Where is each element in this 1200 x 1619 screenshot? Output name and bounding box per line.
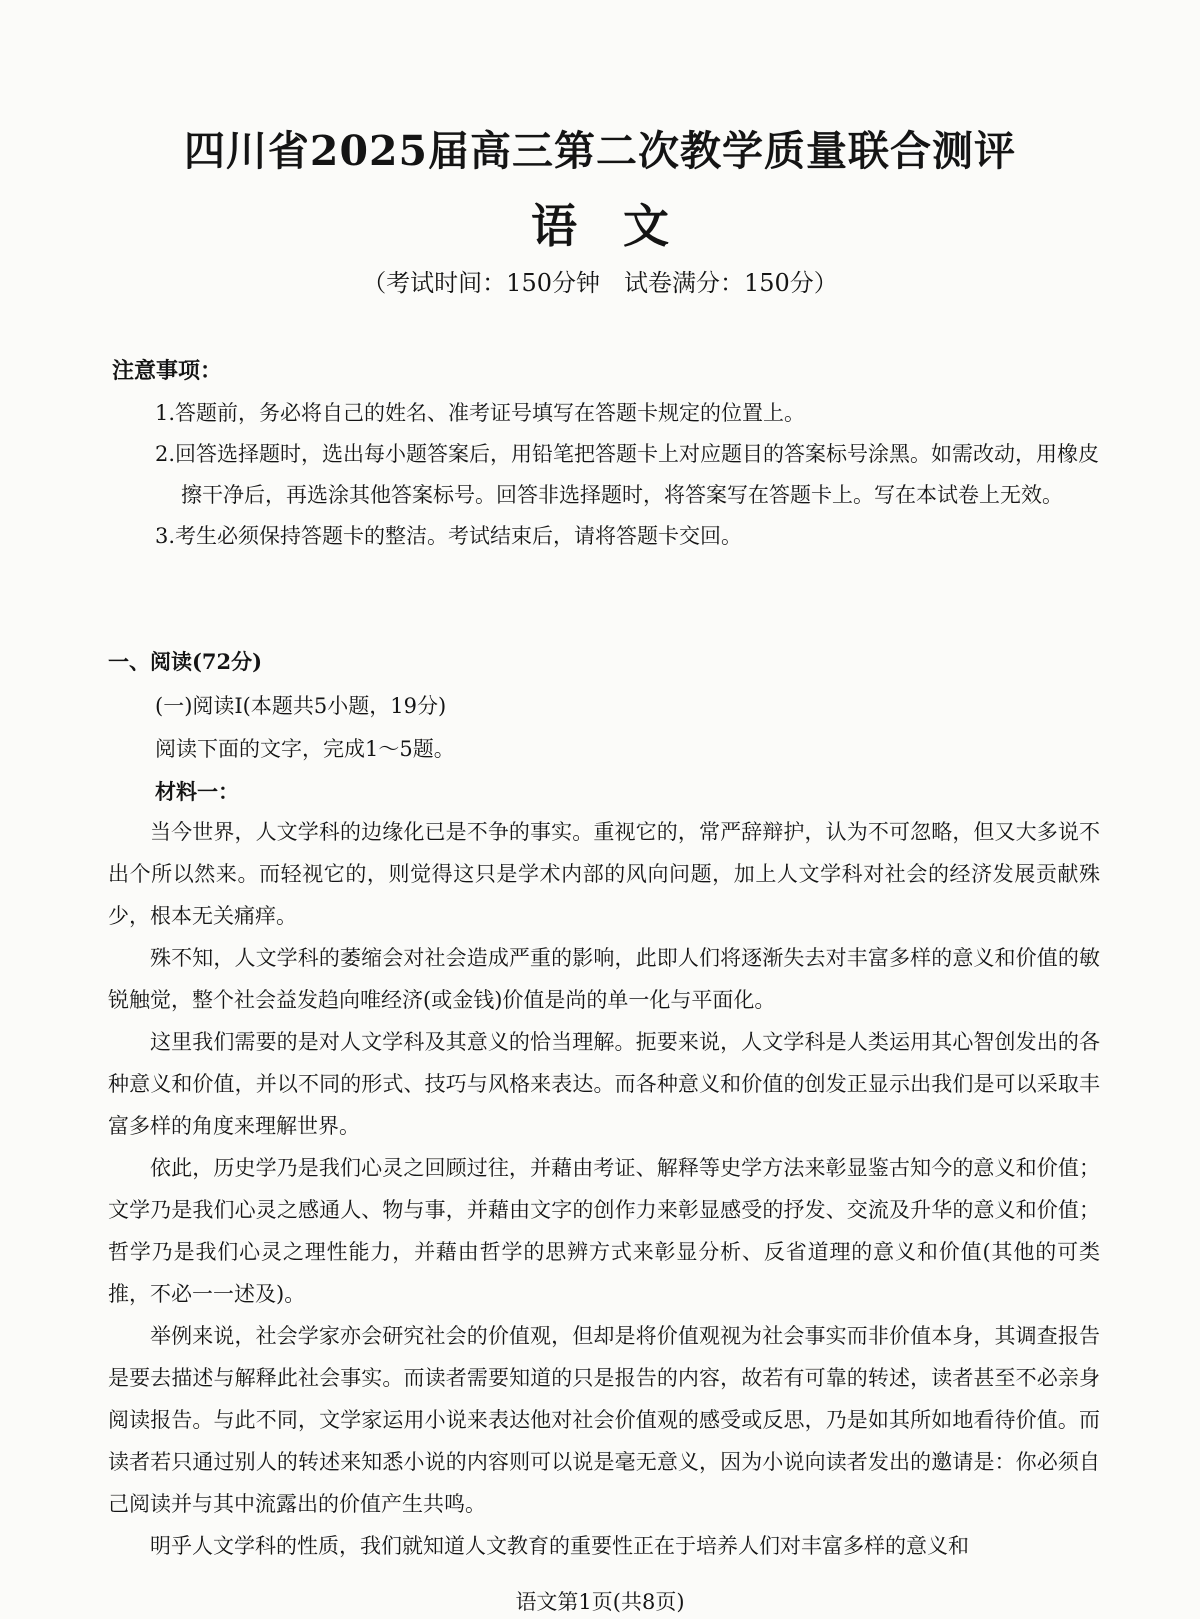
subsection-title: (一)阅读Ⅰ(本题共5小题，19分)	[155, 694, 447, 718]
notice-item: 1.答题前，务必将自己的姓名、准考证号填写在答题卡规定的位置上。	[155, 401, 806, 425]
exam-info: （考试时间：150分钟 试卷满分：150分）	[362, 269, 838, 297]
notice-item: 2.回答选择题时，选出每小题答案后，用铅笔把答题卡上对应题目的答案标号涂黑。如需改动，用橡皮擦干净后，再选涂其他答案标号。回答非选择题时，将答案写在答题卡上。写在本试卷上无效。	[155, 442, 1100, 507]
subject-title: 语 文	[531, 199, 669, 253]
page-footer: 语文第1页(共8页)	[515, 1590, 685, 1614]
material-label: 材料一：	[155, 779, 239, 804]
passage-paragraph: 当今世界，人文学科的边缘化已是不争的事实。重视它的，常严辞辩护，认为不可忽略，但又大多说不出个所以然来。而轻视它的，则觉得这只是学术内部的风向问题，加上人文学科对社会的经济发展贡献殊少，根本无关痛痒。	[108, 820, 1100, 928]
notice-item: 3.考生必须保持答题卡的整洁。考试结束后，请将答题卡交回。	[155, 524, 743, 548]
passage-paragraph: 依此，历史学乃是我们心灵之回顾过往，并藉由考证、解释等史学方法来彰显鉴古知今的意义和价值；文学乃是我们心灵之感通人、物与事，并藉由文字的创作力来彰显感受的抒发、交流及升华的意义和价值；哲学乃是我们心灵之理性能力，并藉由哲学的思辨方式来彰显分析、反省道理的意义和价值(其他的可类推，不必一一述及)。	[108, 1156, 1100, 1306]
notice-heading: 注意事项：	[112, 358, 223, 384]
exam-title: 四川省2025届高三第二次教学质量联合测评	[183, 127, 1017, 175]
passage-paragraph: 这里我们需要的是对人文学科及其意义的恰当理解。扼要来说，人文学科是人类运用其心智创发出的各种意义和价值，并以不同的形式、技巧与风格来表达。而各种意义和价值的创发正显示出我们是可以采取丰富多样的角度来理解世界。	[108, 1030, 1100, 1138]
passage-paragraph: 明乎人文学科的性质，我们就知道人文教育的重要性正在于培养人们对丰富多样的意义和	[150, 1534, 969, 1558]
notice-list	[155, 393, 1100, 557]
section-title: 一、阅读(72分)	[108, 649, 263, 674]
passage-paragraph: 举例来说，社会学家亦会研究社会的价值观，但却是将价值观视为社会事实而非价值本身，其调查报告是要去描述与解释此社会事实。而读者需要知道的只是报告的内容，故若有可靠的转述，读者甚至不必亲身阅读报告。与此不同，文学家运用小说来表达他对社会价值观的感受或反思，乃是如其所如地看待价值。而读者若只通过别人的转述来知悉小说的内容则可以说是毫无意义，因为小说向读者发出的邀请是：你必须自己阅读并与其中流露出的价值产生共鸣。	[108, 1324, 1100, 1516]
reading-instruction: 阅读下面的文字，完成1～5题。	[155, 737, 455, 761]
passage-paragraph: 殊不知，人文学科的萎缩会对社会造成严重的影响，此即人们将逐渐失去对丰富多样的意义和价值的敏锐触觉，整个社会益发趋向唯经济(或金钱)价值是尚的单一化与平面化。	[108, 946, 1100, 1012]
reading-passage	[108, 811, 1100, 1567]
